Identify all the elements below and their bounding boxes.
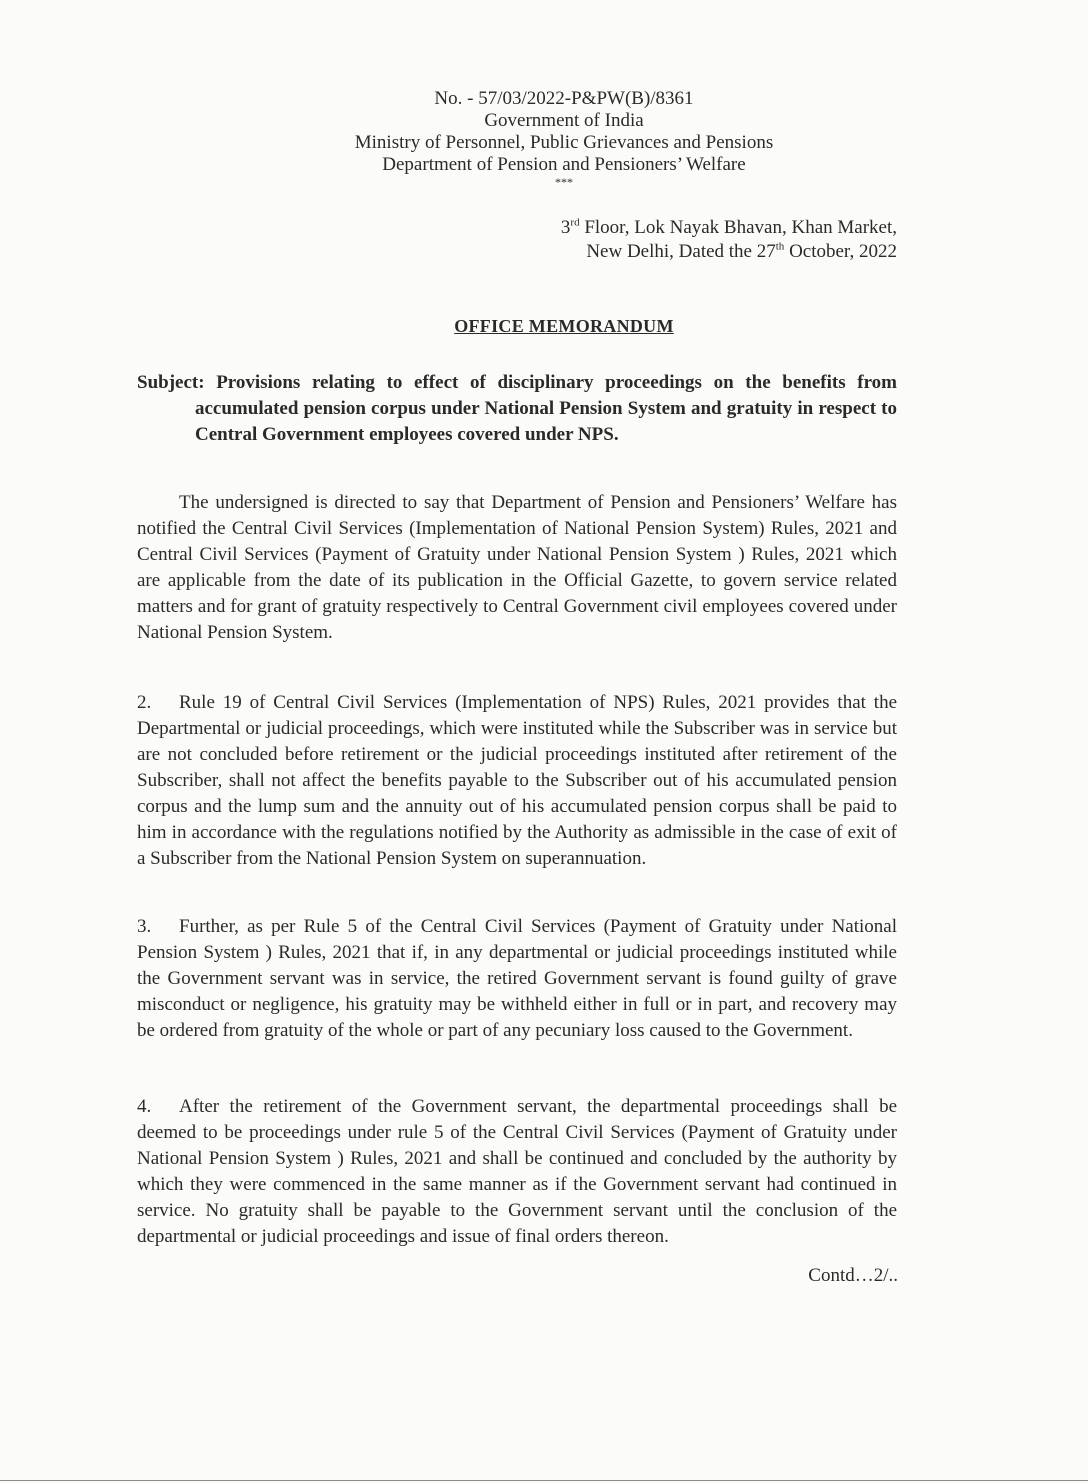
paragraph-3 (137, 914, 897, 1044)
address-line-1 (561, 216, 897, 240)
continued-marker: Contd…2/.. (808, 1265, 898, 1286)
paragraph-1: The undersigned is directed to say that Department of Pension and Pensioners’ Welfare has notified the Central Civil Services (Implementation of National Pension System) Rules, 2021 and Central Civil Services (Payment of Gratuity under National Pension System ) Rules, 2021 which are applicable from the date of its publication in the Official Gazette, to govern service related matters and for grant of gratuity respectively to Central Government civil employees covered under National Pension System. (137, 492, 897, 643)
paragraph-3-number: 3. (137, 916, 152, 937)
department-name: Department of Pension and Pensioners’ Welfare (382, 154, 746, 175)
address-line-2 (561, 240, 897, 264)
paragraph-4 (137, 1094, 897, 1250)
scan-edge-line (0, 1480, 1088, 1481)
day-suffix: th (775, 240, 785, 253)
subject-body (137, 370, 897, 448)
paragraph-2-text: Rule 19 of Central Civil Services (Implementation of NPS) Rules, 2021 provides that the Departmental or judicial proceedings, which were instituted while the Subscriber was in service but are not concluded before retirement or the judicial proceedings instituted after retirement of the Subscriber, shall not affect the benefits payable to the Subscriber out of his accumulated pension corpus and the lump sum and the annuity out of his accumulated pension corpus shall be paid to him in accordance with the regulations notified by the Authority as admissible in the case of exit of a Subscriber from the National Pension System on superannuation. (137, 692, 897, 869)
paragraph-3-text: Further, as per Rule 5 of the Central Civil Services (Payment of Gratuity under National Pension System ) Rules, 2021 that if, in any departmental or judicial proceedings instituted while the Government servant was in service, the retired Government servant is found guilty of grave misconduct or negligence, his gratuity may be withheld either in full or in part, and recovery may be ordered from gratuity of the whole or part of any pecuniary loss caused to the Government. (137, 916, 897, 1041)
address-block (561, 216, 897, 264)
memo-title-text: OFFICE MEMORANDUM (454, 316, 674, 336)
date-prefix: New Delhi, Dated the 27 (586, 241, 776, 262)
subject-label: Subject: (137, 372, 217, 393)
address-rest: Floor, Lok Nayak Bhavan, Khan Market, (579, 217, 897, 238)
date-suffix: October, 2022 (784, 241, 897, 262)
paragraph-4-text: After the retirement of the Government servant, the departmental proceedings shall be deemed to be proceedings under rule 5 of the Central Civil Services (Payment of Gratuity under National Pension System ) Rules, 2021 and shall be continued and concluded by the authority by which they were commenced in the same manner as if the Government servant had continued in service. No gratuity shall be payable to the Government servant until the conclusion of the departmental or judicial proceedings and issue of final orders thereon. (137, 1096, 897, 1247)
separator-stars: *** (555, 175, 573, 189)
subject-text: Provisions relating to effect of disciplinary proceedings on the benefits from accumulated pension corpus under National Pension System and gratuity in respect to Central Government employees covered under NPS. (195, 372, 897, 445)
paragraph-2 (137, 690, 897, 872)
paragraph-2-number: 2. (137, 692, 152, 713)
government-name: Government of India (484, 110, 644, 131)
paragraph-4-number: 4. (137, 1096, 152, 1117)
letterhead (0, 88, 1088, 188)
file-number: No. - 57/03/2022-P&PW(B)/8361 (434, 88, 694, 109)
subject-block (137, 370, 897, 448)
floor-number: 3 (560, 217, 571, 238)
floor-suffix: rd (570, 216, 580, 229)
ministry-name: Ministry of Personnel, Public Grievances and Pensions (354, 132, 774, 153)
memo-title (0, 316, 1088, 337)
